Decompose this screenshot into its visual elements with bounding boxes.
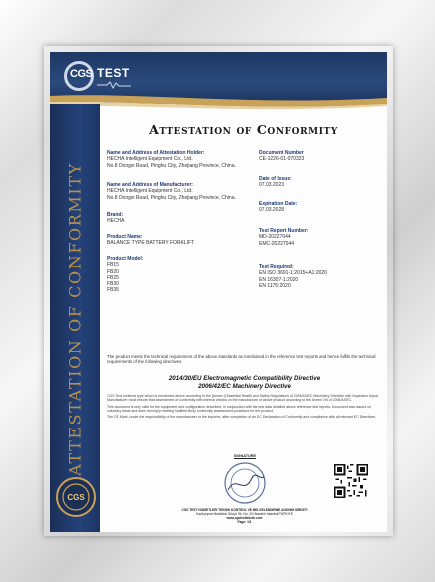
product-name-field	[107, 234, 252, 247]
standard-3: EN 1175:2020	[259, 282, 291, 289]
expiration-date-field	[259, 201, 379, 214]
holder-field	[107, 150, 252, 169]
model-fb25: FB25	[107, 274, 119, 281]
model-fb20: FB20	[107, 268, 119, 275]
badge-text: CGS	[67, 493, 85, 502]
document-number-value: CE-1226-01-070323	[259, 156, 305, 163]
standard-2: EN 16307-1:2020	[259, 276, 299, 283]
note-2: This document is only valid for the equipment and configuration described, in conjunction with the test data detailed above reference test reports. Document was issued on voluntary basis and does not imply meeting Notified Body conformity assessment procedure for the product.	[107, 404, 372, 413]
directive-emc: 2014/30/EU Electromagnetic Compatibility Directive	[168, 375, 321, 382]
document-number-field	[259, 150, 379, 163]
footer-company: CGS TEST HIZMETLERI TEKNIK KONTROL VE BELGELENDIRME ANONIM SIRKETI	[181, 508, 308, 512]
notes	[107, 394, 382, 421]
brand-value: HECHA	[107, 218, 125, 225]
date-of-issue-value: 07.03.2023	[259, 182, 285, 189]
cgs-seal-badge	[56, 477, 96, 517]
test-required-field	[259, 264, 379, 289]
footer-address: Kazlıçeşme Mahallesi Gözçü Sk. No: 2/2 Atasehir İstanbul/TÜRKIYE	[196, 512, 293, 516]
footer-page: Page: 1/1	[237, 520, 252, 524]
product-name-value: BALANCE TYPE BATTERY FORKLIFT	[107, 240, 195, 247]
manufacturer-field	[107, 182, 252, 201]
footer	[107, 508, 382, 524]
product-model-field	[107, 256, 252, 294]
date-of-issue-label: Date of Issue:	[259, 176, 292, 182]
expiration-date-label: Expiration Date:	[259, 201, 298, 207]
signature-label: SIGNATURE	[233, 454, 257, 458]
manufacturer-line-1: HECHA Intelligent Equipment Co., Ltd.	[107, 188, 193, 195]
holder-line-2: No.8 Dongxi Road, Pinghu City, Zhejiang Province, China.	[107, 162, 236, 169]
brand-label: Brand:	[107, 212, 124, 218]
product-model-label: Product Model:	[107, 256, 144, 262]
directive-machinery: 2006/42/EC Machinery Directive	[198, 382, 291, 390]
certificate	[50, 52, 387, 532]
document-title: Attestation of Conformity	[149, 122, 338, 137]
model-fb30: FB30	[107, 281, 119, 288]
test-report-label: Test Report Number:	[259, 228, 309, 234]
manufacturer-line-2: No.8 Dongxi Road, Pinghu City, Zhejiang Province, China.	[107, 194, 236, 201]
holder-label: Name and Address of Attestation Holder:	[107, 150, 205, 156]
test-report-emc: EMC-20227044	[259, 240, 295, 247]
expiration-date-value: 07.03.2028	[259, 207, 285, 214]
statement-text: The product meets the technical requirement of the above standards as mentioned in the reference test reports and hence fulfils the technical requirements of the following directives	[107, 354, 376, 365]
date-of-issue-field	[259, 176, 379, 189]
directives	[107, 375, 382, 390]
logo-cgs-text: CGS	[70, 68, 93, 80]
holder-line-1: HECHA Intelligent Equipment Co., Ltd.	[107, 156, 193, 163]
pulse-icon	[97, 81, 131, 89]
test-required-label: Test Required:	[259, 264, 294, 270]
cgs-test-logo	[64, 61, 144, 93]
brand-field	[107, 212, 252, 225]
note-3: The CE Mark, under the responsibility of the manufacturer or the importer, after completion of an EC Declaration of Conformity and compliance with all relevant EC Directives.	[107, 415, 377, 420]
note-1: CGS Test confirms type which is mentioned above according to the [Annex I] Essential Health and Safety Regulations of 2006/42/EC Machinery Directive with inspection report. Manufacturer must ensure that assessment of conformity with internal checks on the manufacture of above product according to the Annex VIII of 2006/42/EC.	[107, 394, 380, 403]
test-report-md: MD-20227044	[259, 234, 291, 241]
sidebar-title: ATTESTATION OF CONFORMITY	[65, 162, 85, 476]
model-fb35: FB35	[107, 287, 119, 294]
test-report-field	[259, 228, 379, 247]
signature-stamp	[222, 460, 268, 506]
logo-test-text: TEST	[97, 66, 130, 80]
standard-1: EN ISO 3691-1:2015+A1:2020	[259, 270, 327, 277]
manufacturer-label: Name and Address of Manufacturer:	[107, 182, 193, 188]
sidebar-band	[50, 104, 100, 532]
qr-code	[334, 464, 368, 498]
model-fb15: FB15	[107, 262, 119, 269]
gold-swoosh	[50, 92, 387, 114]
footer-web: www.cgstestteknik.com	[226, 516, 263, 520]
product-name-label: Product Name:	[107, 234, 143, 240]
document-number-label: Document Number	[259, 150, 304, 156]
